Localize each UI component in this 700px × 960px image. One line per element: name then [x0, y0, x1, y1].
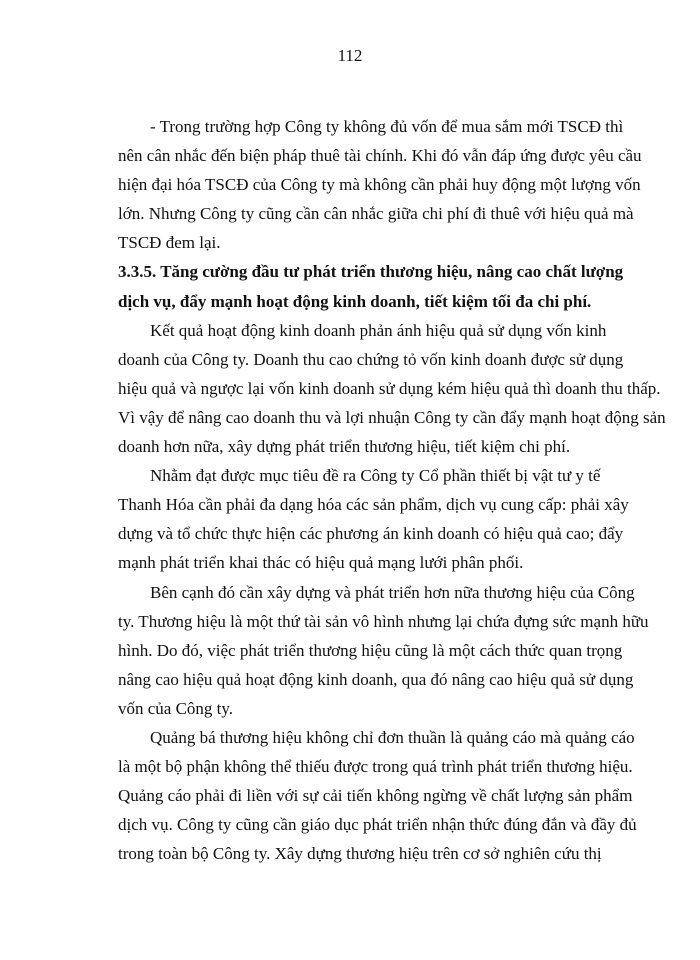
text-line: TSCĐ đem lại.	[118, 233, 221, 253]
text-line: dịch vụ. Công ty cũng cần giáo dục phát triển nhận thức đúng đắn và đầy đủ	[118, 815, 637, 835]
text-line: Nhằm đạt được mục tiêu đề ra Công ty Cổ phần thiết bị vật tư y tế	[150, 466, 601, 486]
text-line: doanh hơn nữa, xây dựng phát triển thương hiệu, tiết kiệm chi phí.	[118, 437, 571, 457]
text-line: Quảng bá thương hiệu không chỉ đơn thuần là quảng cáo mà quảng cáo	[150, 727, 635, 747]
paragraph-brand-development	[118, 578, 649, 723]
text-line: Vì vậy để nâng cao doanh thu và lợi nhuận Công ty cần đẩy mạnh hoạt động sản	[118, 407, 666, 427]
text-line: dựng và tổ chức thực hiện các phương án kinh doanh có hiệu quả cao; đẩy	[118, 524, 624, 544]
text-line: hình. Do đó, việc phát triển thương hiệu cũng là một cách thức quan trọng	[118, 640, 623, 660]
text-line: Kết quả hoạt động kinh doanh phản ánh hiệu quả sử dụng vốn kinh	[150, 320, 607, 340]
text-line: lớn. Nhưng Công ty cũng cần cân nhắc giữa chi phí đi thuê với hiệu quả mà	[118, 204, 634, 224]
section-heading	[118, 257, 624, 315]
text-line: - Trong trường hợp Công ty không đủ vốn để mua sắm mới TSCĐ thì	[150, 117, 624, 136]
text-line: vốn của Công ty.	[118, 698, 234, 718]
text-line: mạnh phát triển khai thác có hiệu quả mạng lưới phân phối.	[118, 553, 524, 573]
text-line: ty. Thương hiệu là một thứ tài sản vô hình nhưng lại chứa đựng sức mạnh hữu	[118, 611, 649, 631]
paragraph-brand-promotion	[118, 723, 637, 868]
text-line: hiện đại hóa TSCĐ của Công ty mà không cần phải huy động một lượng vốn	[118, 175, 641, 195]
text-line: Bên cạnh đó cần xây dựng và phát triển hơn nữa thương hiệu của Công	[150, 582, 635, 602]
text-line: Thanh Hóa cần phải đa dạng hóa các sản phẩm, dịch vụ cung cấp: phải xây	[118, 495, 629, 515]
heading-line: dịch vụ, đẩy mạnh hoạt động kinh doanh, tiết kiệm tối đa chi phí.	[118, 291, 592, 311]
heading-line: 3.3.5. Tăng cường đầu tư phát triển thương hiệu, nâng cao chất lượng	[118, 262, 624, 282]
paragraph-lease-financing	[118, 112, 642, 257]
text-line: Quảng cáo phải đi liền với sự cải tiến không ngừng về chất lượng sản phẩm	[118, 786, 633, 806]
paragraph-business-results	[118, 316, 666, 461]
document-body	[118, 112, 666, 868]
text-line: nên cân nhắc đến biện pháp thuê tài chính. Khi đó vẫn đáp ứng được yêu cầu	[118, 146, 642, 166]
text-line: nâng cao hiệu quả hoạt động kinh doanh, qua đó nâng cao hiệu quả sử dụng	[118, 669, 634, 689]
paragraph-objectives	[118, 461, 629, 577]
text-line: doanh của Công ty. Doanh thu cao chứng tỏ vốn kinh doanh được sử dụng	[118, 349, 624, 369]
text-line: hiệu quả và ngược lại vốn kinh doanh sử dụng kém hiệu quả thì doanh thu thấp.	[118, 378, 661, 398]
text-line: trong toàn bộ Công ty. Xây dựng thương hiệu trên cơ sở nghiên cứu thị	[118, 844, 602, 864]
text-line: là một bộ phận không thể thiếu được trong quá trình phát triển thương hiệu.	[118, 757, 633, 777]
page-number: 112	[337, 46, 363, 65]
